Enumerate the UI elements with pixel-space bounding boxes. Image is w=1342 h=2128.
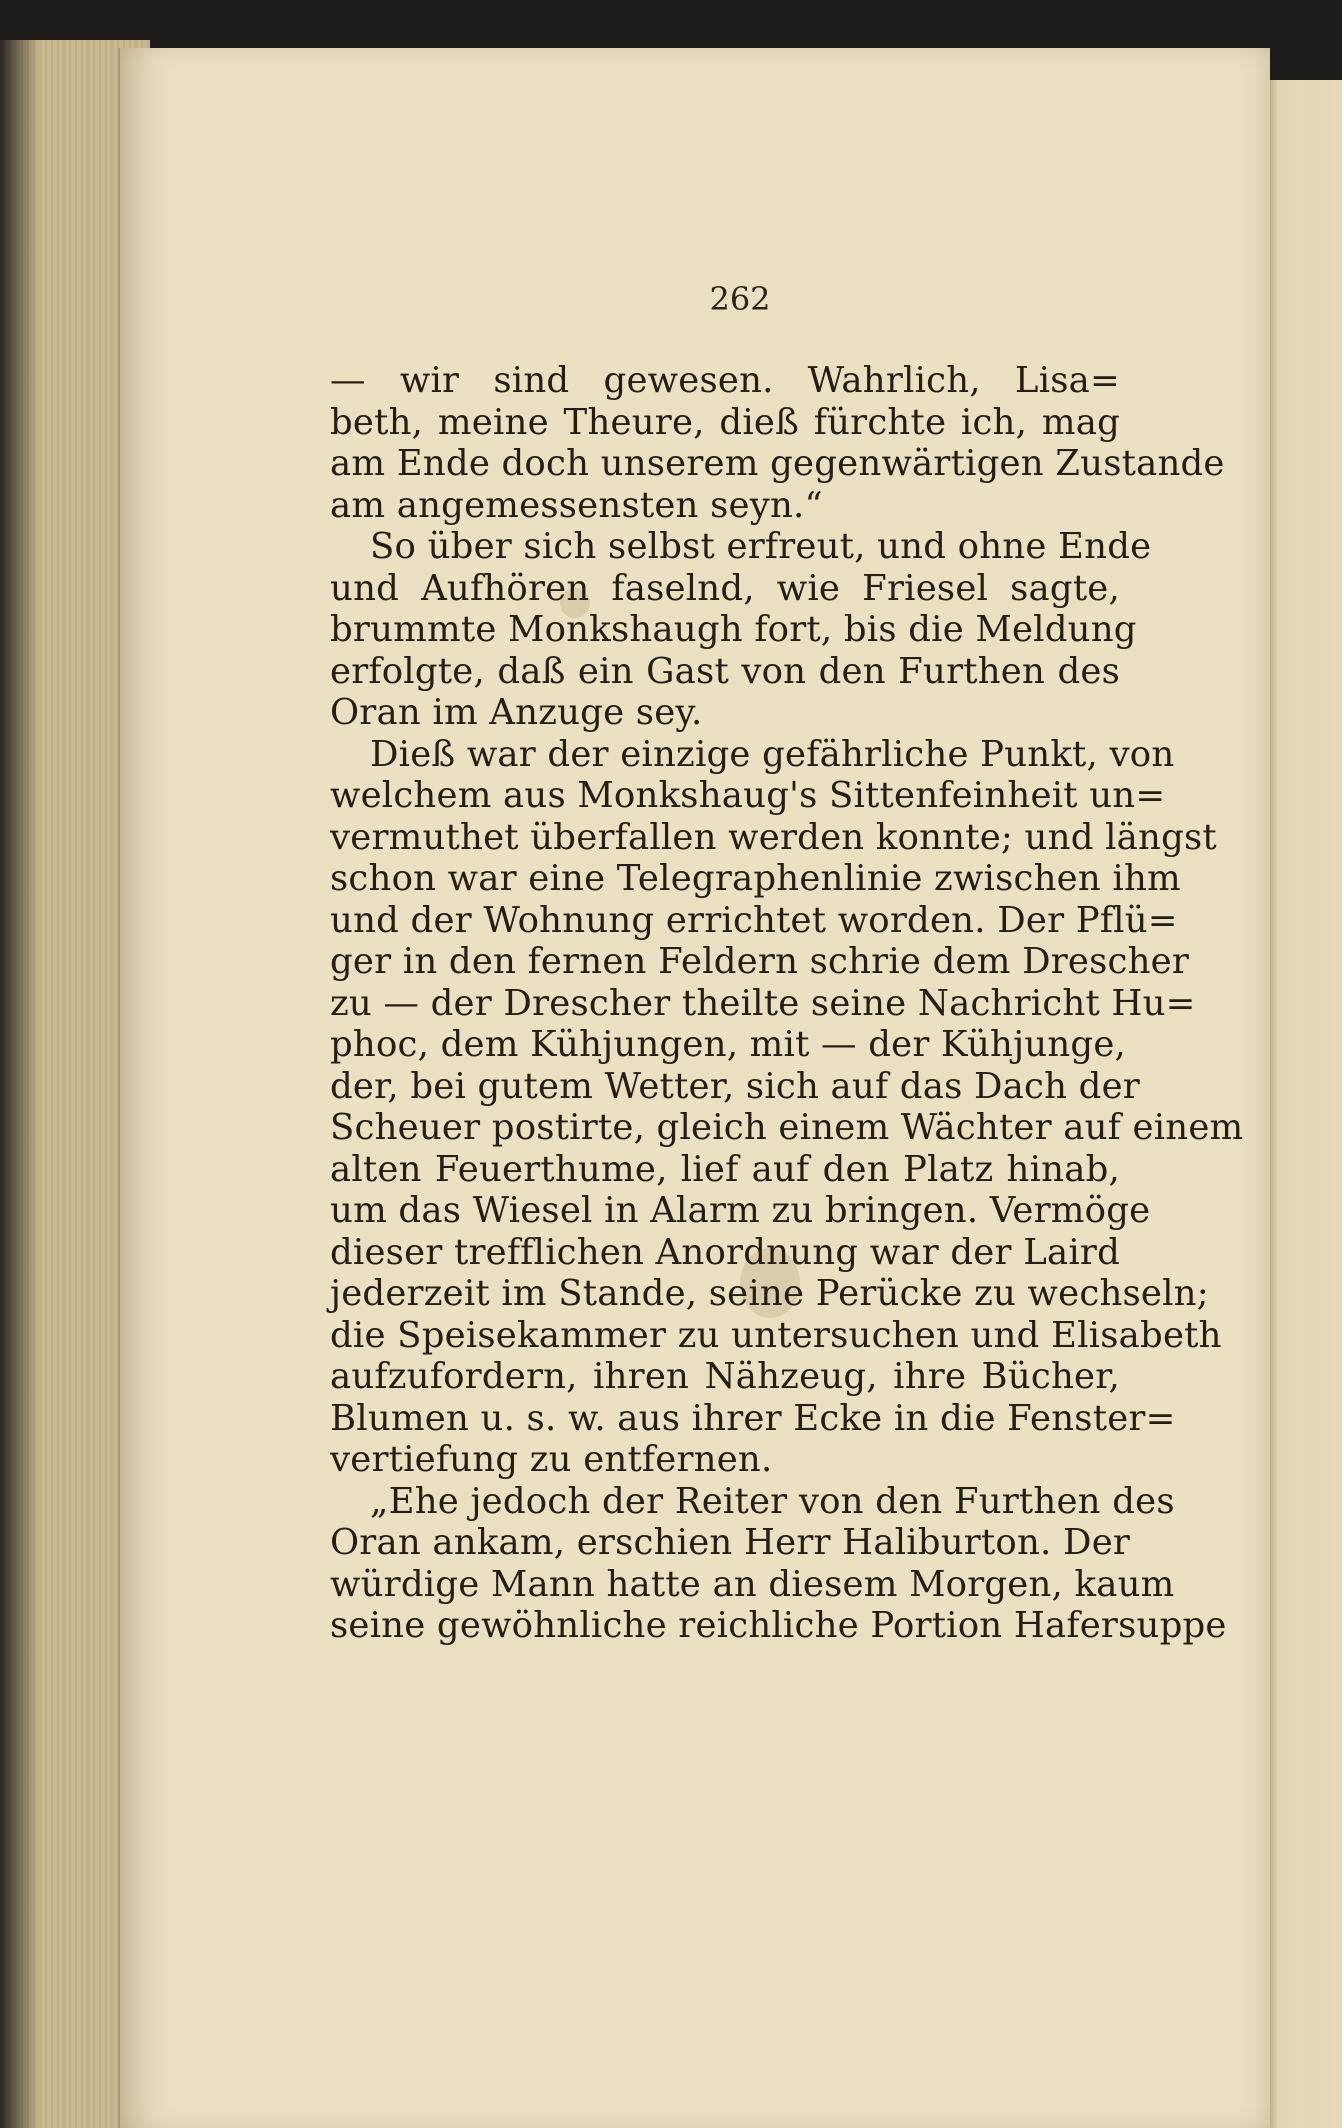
body-text: [330, 360, 1244, 1647]
text-line: seine gewöhnliche reichliche Portion Hafersuppe: [330, 1605, 1227, 1646]
text-line: am angemessensten seyn.“: [330, 484, 823, 526]
text-line: erfolgte, daß ein Gast von den Furthen des: [330, 650, 1120, 692]
text-line: „Ehe jedoch der Reiter von den Furthen des: [370, 1480, 1175, 1522]
text-line: und Aufhören faselnd, wie Friesel sagte,: [330, 567, 1120, 609]
text-line: zu — der Drescher theilte seine Nachricht Hu=: [330, 982, 1196, 1024]
text-line: So über sich selbst erfreut, und ohne Ende: [370, 526, 1152, 567]
text-line: dieser trefflichen Anordnung war der Laird: [330, 1231, 1120, 1273]
text-line: Scheuer postirte, gleich einem Wächter auf einem: [330, 1107, 1244, 1148]
text-line: schon war eine Telegraphenlinie zwischen ihm: [330, 858, 1181, 899]
text-line: jederzeit im Stande, seine Perücke zu wechseln;: [330, 1273, 1209, 1314]
text-line: Blumen u. s. w. aus ihrer Ecke in die Fenster=: [330, 1397, 1176, 1439]
text-line: phoc, dem Kühjungen, mit — der Kühjunge,: [330, 1024, 1127, 1065]
text-line: und der Wohnung errichtet worden. Der Pflü=: [330, 899, 1178, 941]
book-edge-shadow: [0, 40, 40, 2128]
text-line: am Ende doch unserem gegenwärtigen Zustande: [330, 443, 1225, 484]
text-line: die Speisekammer zu untersuchen und Elisabeth: [330, 1314, 1222, 1356]
text-line: würdige Mann hatte an diesem Morgen, kaum: [330, 1563, 1175, 1605]
text-line: Oran ankam, erschien Herr Haliburton. Der: [330, 1522, 1131, 1563]
text-line: beth, meine Theure, dieß fürchte ich, mag: [330, 401, 1120, 443]
text-line: — wir sind gewesen. Wahrlich, Lisa=: [330, 360, 1120, 401]
text-line: der, bei gutem Wetter, sich auf das Dach der: [330, 1065, 1140, 1107]
text-line: Oran im Anzuge sey.: [330, 692, 703, 733]
text-line: vertiefung zu entfernen.: [330, 1439, 773, 1480]
text-line: ger in den fernen Feldern schrie dem Drescher: [330, 941, 1190, 982]
text-line: brummte Monkshaugh fort, bis die Meldung: [330, 609, 1137, 650]
page-number: 262: [709, 280, 771, 318]
text-line: alten Feuerthume, lief auf den Platz hinab,: [330, 1148, 1120, 1190]
text-line: welchem aus Monkshaug's Sittenfeinheit un=: [330, 775, 1166, 816]
text-line: vermuthet überfallen werden konnte; und längst: [330, 816, 1217, 858]
facing-page-edge: [1268, 80, 1342, 2128]
text-line: um das Wiesel in Alarm zu bringen. Vermöge: [330, 1190, 1151, 1231]
text-line: aufzufordern, ihren Nähzeug, ihre Bücher,: [330, 1356, 1120, 1397]
text-line: Dieß war der einzige gefährliche Punkt, von: [370, 733, 1175, 775]
